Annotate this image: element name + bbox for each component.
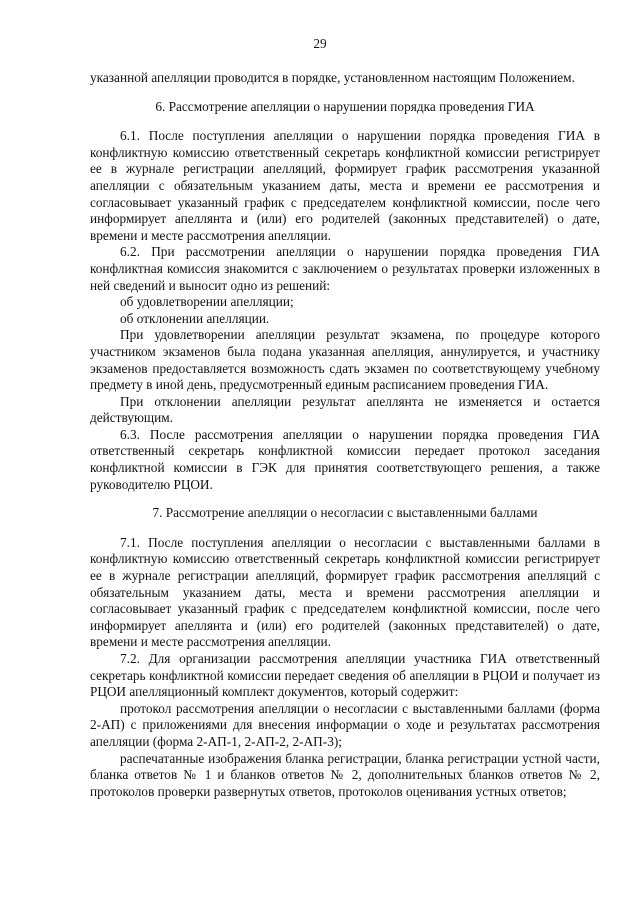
section-6-heading: 6. Рассмотрение апелляции о нарушении порядка проведения ГИА [155, 98, 535, 114]
paragraph-6-2: 6.2. При рассмотрении апелляции о нарушении порядка проведения ГИА конфликтная комиссия знакомится с заключением о результатах проверки изложенных в ней сведений и выносит одно из решений: [90, 244, 600, 293]
paragraph-7-1: 7.1. После поступления апелляции о несогласии с выставленными баллами в конфликтную комиссию ответственный секретарь конфликтной комиссии регистрирует ее в журнале регистрации апелляций, формирует график рассмотрения апелляций с обязательным указанием даты, места и времени рассмотрения апелляции и согласовывает указанный график с председателем конфликтной комиссии, после чего информирует апеллянта и (или) его родителей (законных представителей) о дате, времени и месте рассмотрения апелляции. [90, 534, 600, 650]
section-7-heading: 7. Рассмотрение апелляции о несогласии с выставленными баллами [152, 505, 538, 521]
list-item-protocol: протокол рассмотрения апелляции о несогласии с выставленными баллами (форма 2-АП) с приложениями для внесения информации о ходе и результатах рассмотрения апелляции (форма 2-АП-1, 2-АП-2, 2-АП-3); [90, 700, 600, 749]
paragraph-approval-result: При удовлетворении апелляции результат экзамена, по процедуре которого участником экзаменов была подана указанная апелляция, аннулируется, и участнику экзаменов предоставляется возможность сдать экзамен по соответствующему учебному предмету в иной день, предусмотренный единым расписанием проведения ГИА. [90, 327, 600, 393]
paragraph-continuation: указанной апелляции проводится в порядке, установленном настоящим Положением. [90, 70, 575, 85]
paragraph-rejection-result: При отклонении апелляции результат апеллянта не изменяется и остается действующим. [90, 393, 600, 426]
paragraph-7-2: 7.2. Для организации рассмотрения апелляции участника ГИА ответственный секретарь конфликтной комиссии передает сведения об апелляции в РЦОИ и получает из РЦОИ апелляционный комплект документов, который содержит: [90, 651, 600, 700]
document-body [90, 70, 600, 800]
decision-option-approve: об удовлетворении апелляции; [120, 294, 294, 310]
paragraph-6-1: 6.1. После поступления апелляции о нарушении порядка проведения ГИА в конфликтную комиссию ответственный секретарь конфликтной комиссии регистрирует ее в журнале регистрации апелляций, формирует график рассмотрения указанной апелляции с обязательным указанием даты, места и времени ее рассмотрения и согласовывает указанный график с председателем конфликтной комиссии, после чего информирует апеллянта и (или) его родителей (законных представителей) о дате, времени и месте рассмотрения апелляции. [90, 128, 600, 243]
paragraph-6-3: 6.3. После рассмотрения апелляции о нарушении порядка проведения ГИА ответственный секретарь конфликтной комиссии передает протокол заседания конфликтной комиссии в ГЭК для принятия соответствующего решения, а также руководителю РЦОИ. [90, 426, 600, 492]
page-number: 29 [313, 36, 327, 51]
decision-option-reject: об отклонении апелляции. [120, 310, 270, 326]
list-item-printed-images: распечатанные изображения бланка регистрации, бланка регистрации устной части, бланка ответов № 1 и бланков ответов № 2, дополнительных бланков ответов № 2, протоколов проверки развернутых ответов, протоколов оценивания устных ответов; [90, 750, 600, 799]
